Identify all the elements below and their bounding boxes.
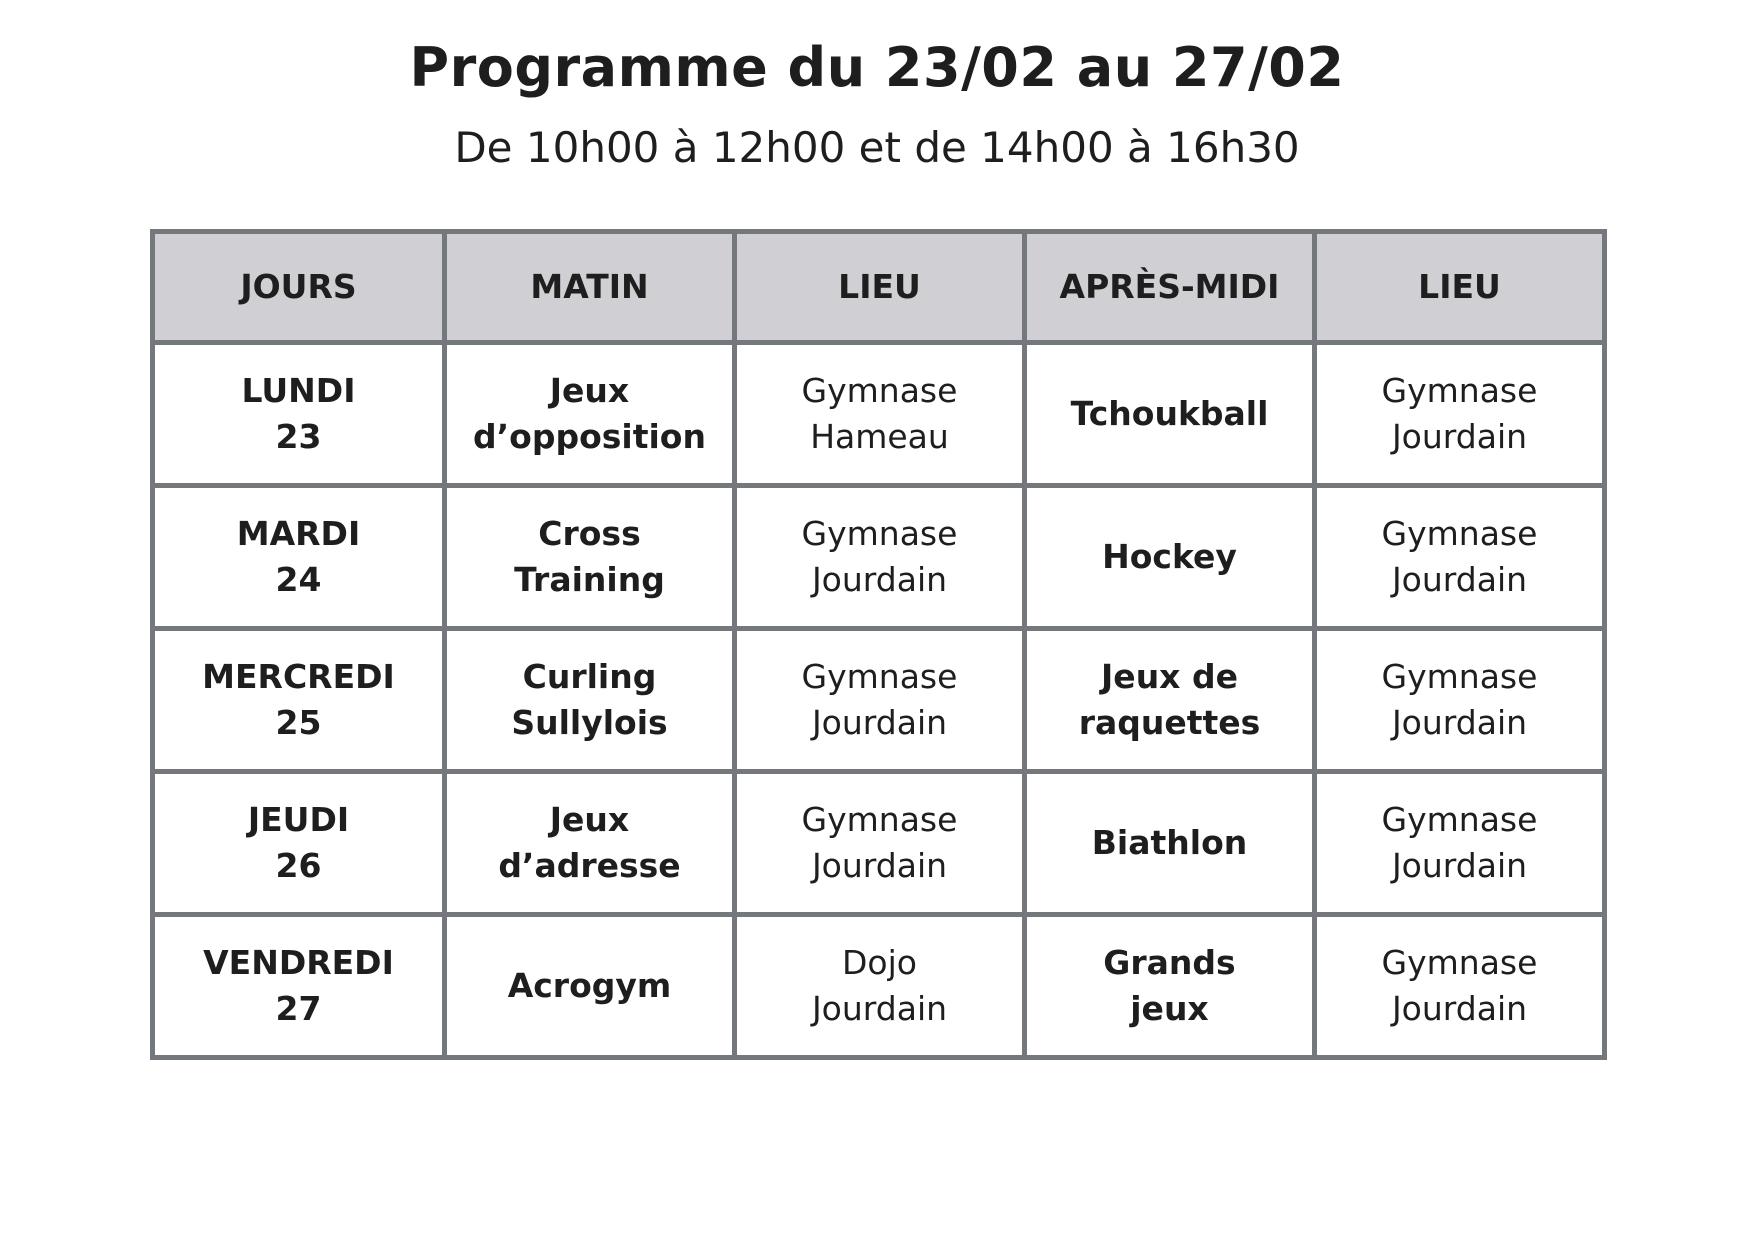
afternoon-place-cell <box>1315 343 1605 486</box>
morning-place-line: Gymnase <box>801 371 958 410</box>
afternoon-place-cell <box>1315 629 1605 772</box>
afternoon-activity-line: Grands <box>1103 943 1236 982</box>
afternoon-activity-cell <box>1025 486 1315 629</box>
afternoon-activity-cell <box>1025 772 1315 915</box>
day-cell <box>153 486 445 629</box>
morning-place-line: Jourdain <box>811 703 948 742</box>
morning-activity-line: Training <box>514 560 665 599</box>
table-row <box>153 629 1605 772</box>
afternoon-activity-line: jeux <box>1130 989 1209 1028</box>
day-name: MERCREDI <box>202 657 395 696</box>
afternoon-activity-cell <box>1025 915 1315 1058</box>
afternoon-activity-line: raquettes <box>1078 703 1261 742</box>
day-name: LUNDI <box>241 371 356 410</box>
afternoon-place-line: Gymnase <box>1381 943 1538 982</box>
afternoon-place-line: Gymnase <box>1381 657 1538 696</box>
day-date: 27 <box>275 989 322 1028</box>
day-cell <box>153 629 445 772</box>
morning-activity-line: Curling <box>522 657 657 696</box>
morning-activity-cell <box>445 915 735 1058</box>
header-apres-midi: APRÈS-MIDI <box>1025 232 1315 343</box>
afternoon-place-cell <box>1315 915 1605 1058</box>
morning-place-line: Gymnase <box>801 657 958 696</box>
table-row <box>153 486 1605 629</box>
table-header-row <box>153 232 1605 343</box>
afternoon-place-line: Jourdain <box>1391 417 1528 456</box>
morning-place-line: Hameau <box>810 417 949 456</box>
morning-activity-line: d’adresse <box>498 846 681 885</box>
afternoon-activity-cell <box>1025 629 1315 772</box>
day-name: MARDI <box>236 514 361 553</box>
morning-place-line: Jourdain <box>811 560 948 599</box>
morning-activity-line: Sullylois <box>511 703 668 742</box>
afternoon-activity-cell <box>1025 343 1315 486</box>
morning-place-line: Jourdain <box>811 846 948 885</box>
day-date: 24 <box>275 560 322 599</box>
afternoon-activity-line: Tchoukball <box>1070 394 1269 433</box>
morning-activity-line: Jeux <box>549 371 630 410</box>
day-cell <box>153 772 445 915</box>
afternoon-place-line: Gymnase <box>1381 800 1538 839</box>
afternoon-place-cell <box>1315 772 1605 915</box>
afternoon-place-line: Jourdain <box>1391 846 1528 885</box>
afternoon-place-line: Jourdain <box>1391 703 1528 742</box>
schedule-hours: De 10h00 à 12h00 et de 14h00 à 16h30 <box>454 123 1300 172</box>
morning-activity-cell <box>445 343 735 486</box>
table-row <box>153 915 1605 1058</box>
day-name: VENDREDI <box>203 943 394 982</box>
day-date: 25 <box>275 703 322 742</box>
schedule-table <box>150 229 1607 1060</box>
afternoon-place-line: Jourdain <box>1391 989 1528 1028</box>
morning-activity-line: d’opposition <box>473 417 706 456</box>
morning-activity-cell <box>445 486 735 629</box>
header-matin: MATIN <box>445 232 735 343</box>
day-name: JEUDI <box>247 800 350 839</box>
morning-place-cell <box>735 915 1025 1058</box>
morning-activity-line: Jeux <box>549 800 630 839</box>
afternoon-place-line: Gymnase <box>1381 371 1538 410</box>
header-lieu-matin: LIEU <box>735 232 1025 343</box>
afternoon-activity-line: Biathlon <box>1091 823 1248 862</box>
afternoon-activity-line: Jeux de <box>1101 657 1238 696</box>
afternoon-place-line: Jourdain <box>1391 560 1528 599</box>
morning-place-line: Dojo <box>842 943 917 982</box>
morning-activity-cell <box>445 629 735 772</box>
day-date: 26 <box>275 846 322 885</box>
morning-place-line: Gymnase <box>801 800 958 839</box>
page-title: Programme du 23/02 au 27/02 <box>409 36 1345 99</box>
day-cell <box>153 915 445 1058</box>
table-row <box>153 772 1605 915</box>
morning-activity-cell <box>445 772 735 915</box>
schedule-body <box>153 343 1605 1058</box>
header-lieu-apres-midi: LIEU <box>1315 232 1605 343</box>
morning-place-cell <box>735 772 1025 915</box>
morning-place-cell <box>735 486 1025 629</box>
afternoon-place-line: Gymnase <box>1381 514 1538 553</box>
morning-place-cell <box>735 629 1025 772</box>
table-row <box>153 343 1605 486</box>
morning-activity-line: Cross <box>538 514 641 553</box>
header-jours: JOURS <box>153 232 445 343</box>
afternoon-place-cell <box>1315 486 1605 629</box>
morning-activity-line: Acrogym <box>507 966 672 1005</box>
day-date: 23 <box>275 417 322 456</box>
day-cell <box>153 343 445 486</box>
morning-place-line: Gymnase <box>801 514 958 553</box>
morning-place-line: Jourdain <box>811 989 948 1028</box>
morning-place-cell <box>735 343 1025 486</box>
afternoon-activity-line: Hockey <box>1102 537 1237 576</box>
